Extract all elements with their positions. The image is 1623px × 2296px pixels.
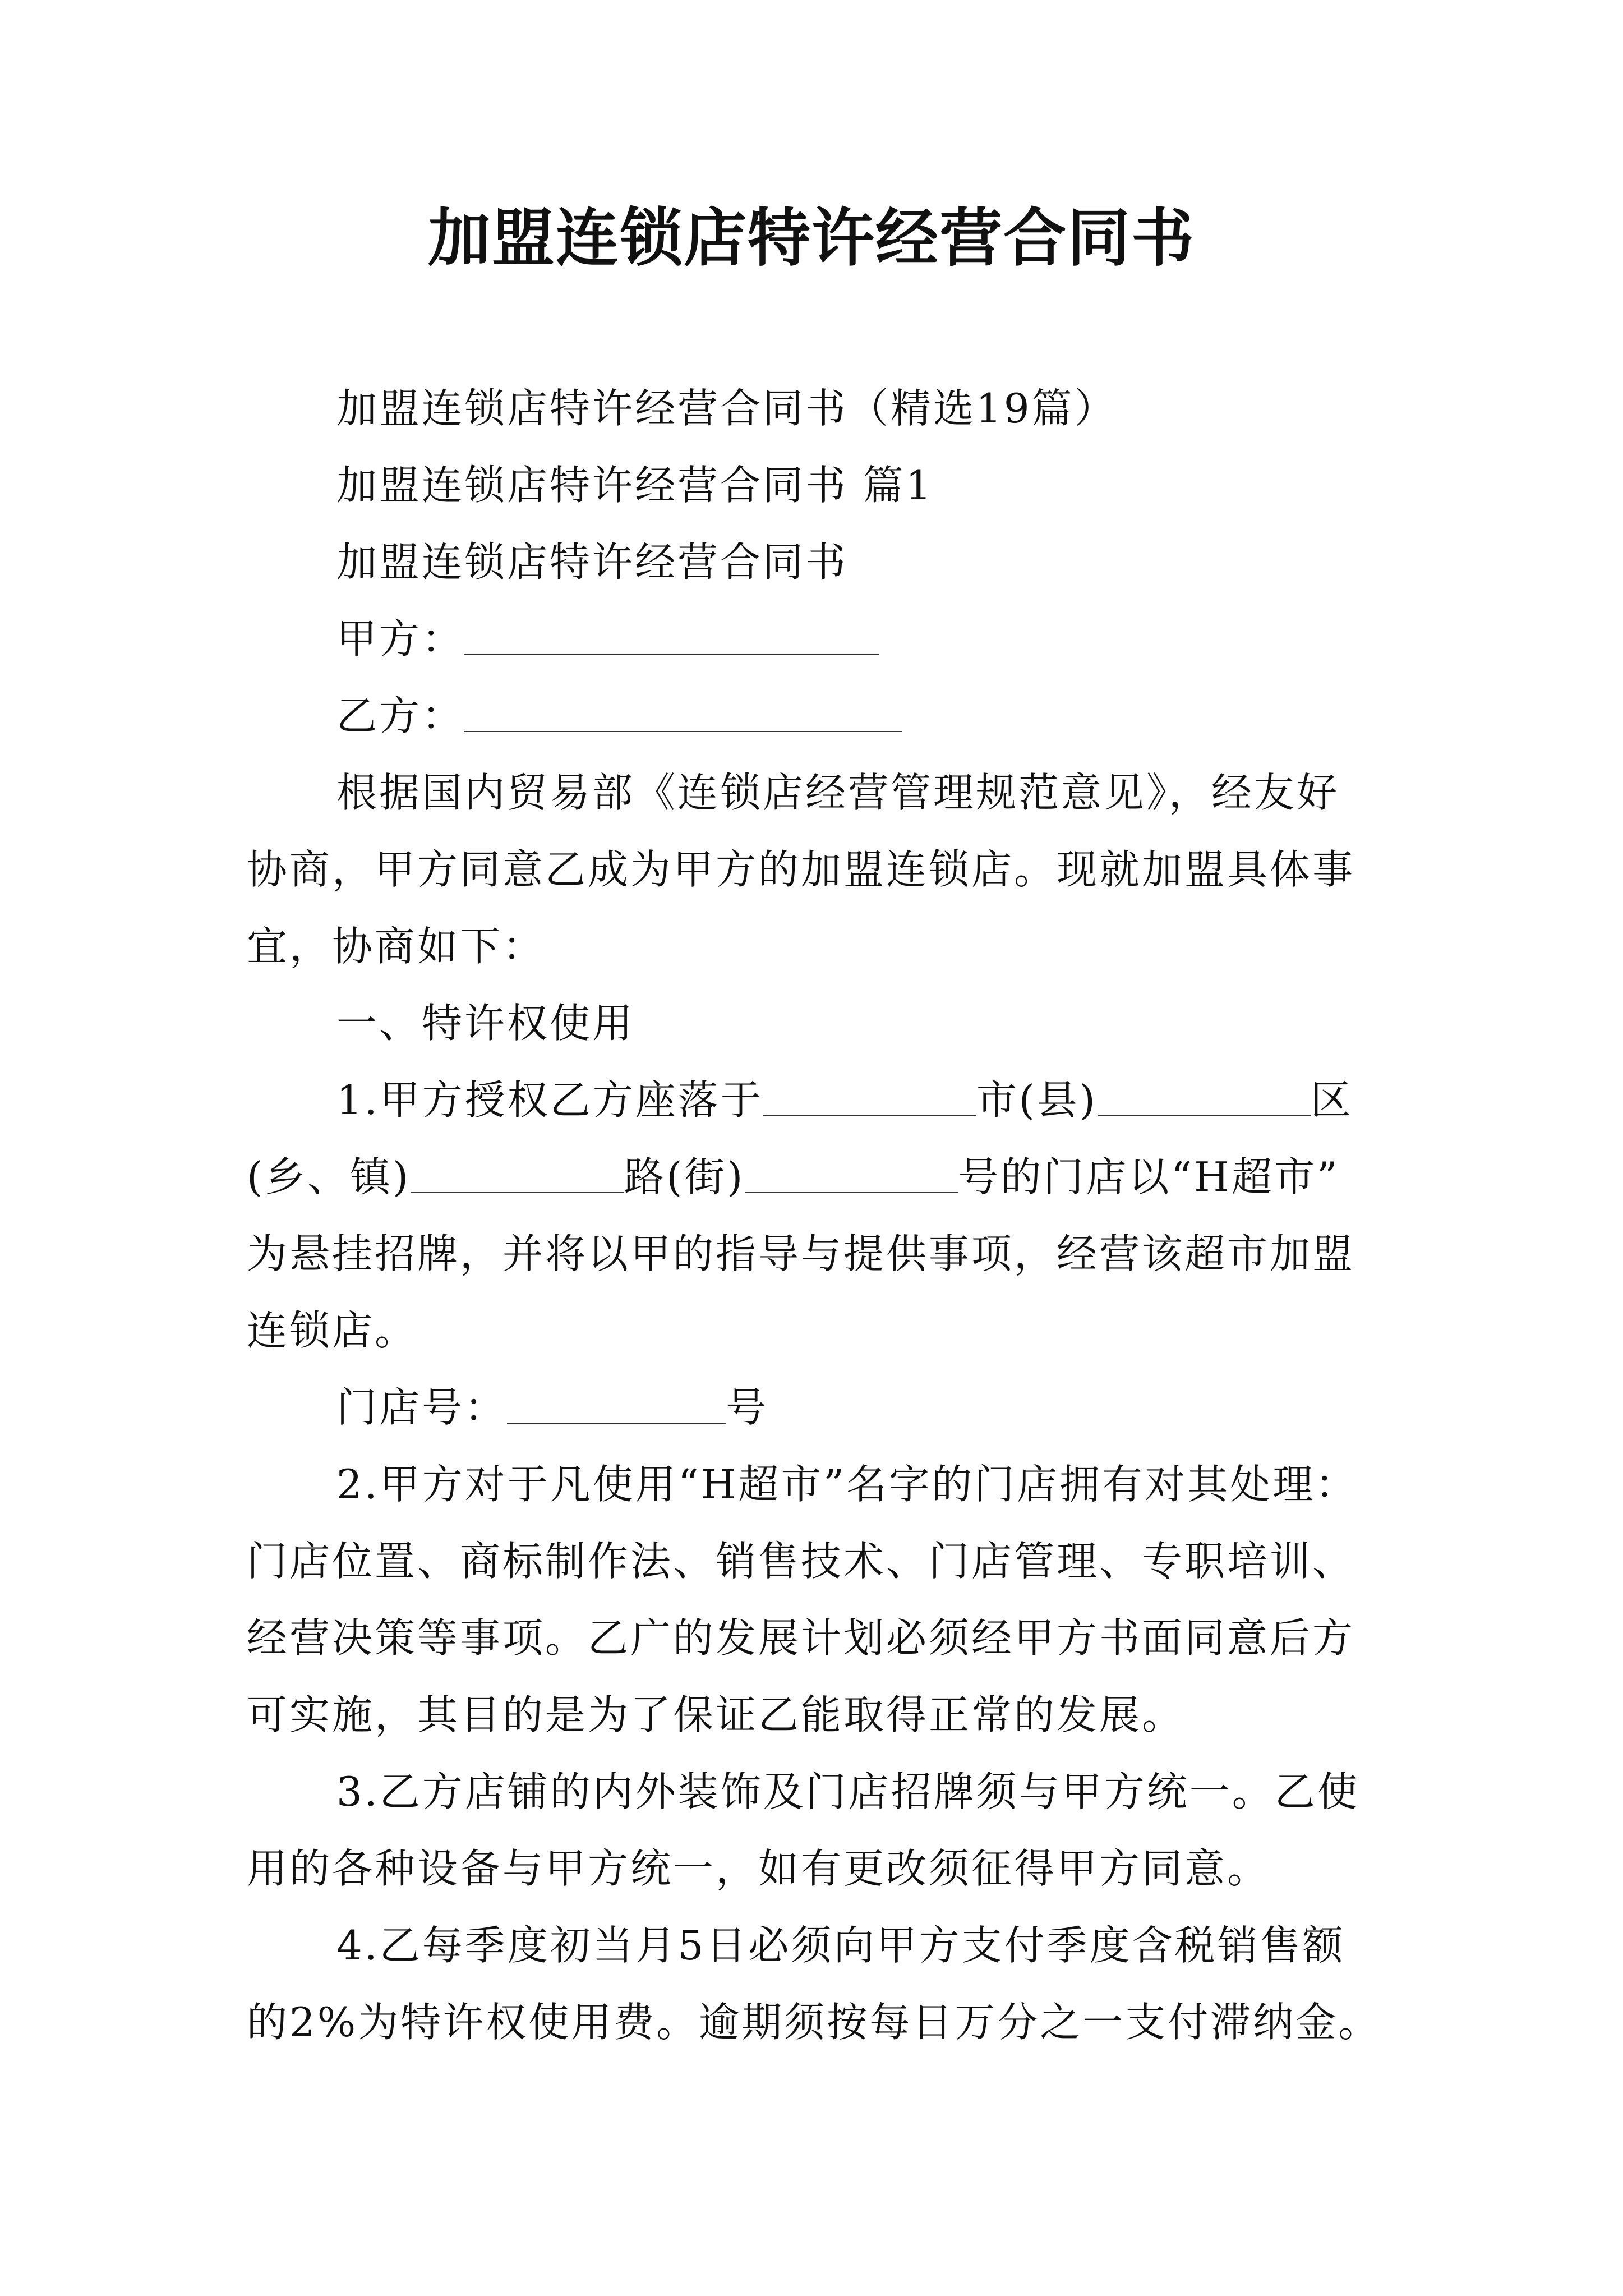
party-a-line xyxy=(247,601,1385,678)
clause-3 xyxy=(247,1754,1385,1907)
party-b-blank xyxy=(464,692,902,732)
paragraph-line: 的2%为特许权使用费。逾期须按每日万分之一支付滞纳金。 xyxy=(247,1999,1381,2046)
document-title: 加盟连锁店特许经营合同书 xyxy=(428,201,1195,275)
party-a-blank xyxy=(464,615,879,655)
paragraph-line: 连锁店。 xyxy=(247,1307,418,1354)
clause-text: 市(县) xyxy=(976,1076,1098,1124)
paragraph-line: 经营决策等事项。乙广的发展计划必须经甲方书面同意后方 xyxy=(247,1614,1355,1662)
district-blank xyxy=(1098,1076,1311,1116)
document-body xyxy=(247,370,1385,2061)
clause-text: 区 xyxy=(1310,1076,1353,1124)
city-blank xyxy=(763,1076,976,1116)
clause-4 xyxy=(247,1907,1385,2061)
town-blank xyxy=(411,1153,624,1193)
store-number-line xyxy=(247,1369,1385,1446)
clause-text: 1.甲方授权乙方座落于 xyxy=(336,1076,763,1124)
party-a-label: 甲方： xyxy=(336,615,465,662)
store-number-suffix: 号 xyxy=(726,1384,769,1431)
paragraph-line xyxy=(247,1062,1385,1139)
paragraph-line: 3.乙方店铺的内外装饰及门店招牌须与甲方统一。乙使 xyxy=(336,1768,1360,1815)
contract-name: 加盟连锁店特许经营合同书 xyxy=(336,539,849,586)
paragraph-line: 可实施，其目的是为了保证乙能取得正常的发展。 xyxy=(247,1691,1185,1738)
clause-2 xyxy=(247,1446,1385,1754)
paragraph-line: 4.乙每季度初当月5日必须向甲方支付季度含税销售额 xyxy=(336,1922,1345,1969)
paragraph-line: 宜，协商如下： xyxy=(247,923,546,970)
subtitle-line: 加盟连锁店特许经营合同书（精选19篇） xyxy=(336,385,1117,432)
paragraph-line: 门店位置、商标制作法、销售技术、门店管理、专职培训、 xyxy=(247,1538,1355,1585)
paragraph-line xyxy=(247,1139,1385,1216)
party-b-line xyxy=(247,678,1385,754)
paragraph-line: 根据国内贸易部《连锁店经营管理规范意见》，经友好 xyxy=(336,769,1340,816)
chapter-heading: 加盟连锁店特许经营合同书 篇1 xyxy=(336,462,934,509)
clause-text: 路(街) xyxy=(624,1153,745,1200)
store-number-blank xyxy=(507,1383,726,1424)
clause-text: 号的门店以“H超市” xyxy=(958,1153,1340,1200)
store-number-label: 门店号： xyxy=(336,1384,508,1431)
road-blank xyxy=(745,1153,958,1193)
clause-1 xyxy=(247,1062,1385,1369)
paragraph-line: 用的各种设备与甲方统一，如有更改须征得甲方同意。 xyxy=(247,1845,1270,1892)
clause-text: (乡、镇) xyxy=(247,1153,411,1200)
paragraph-line: 为悬挂招牌，并将以甲的指导与提供事项，经营该超市加盟 xyxy=(247,1230,1355,1277)
intro-paragraph xyxy=(247,754,1385,985)
section-heading: 一、特许权使用 xyxy=(336,1000,635,1047)
paragraph-line: 2.甲方对于凡使用“H超市”名字的门店拥有对其处理： xyxy=(336,1461,1358,1508)
party-b-label: 乙方： xyxy=(336,692,465,739)
paragraph-line: 协商，甲方同意乙成为甲方的加盟连锁店。现就加盟具体事 xyxy=(247,846,1355,893)
